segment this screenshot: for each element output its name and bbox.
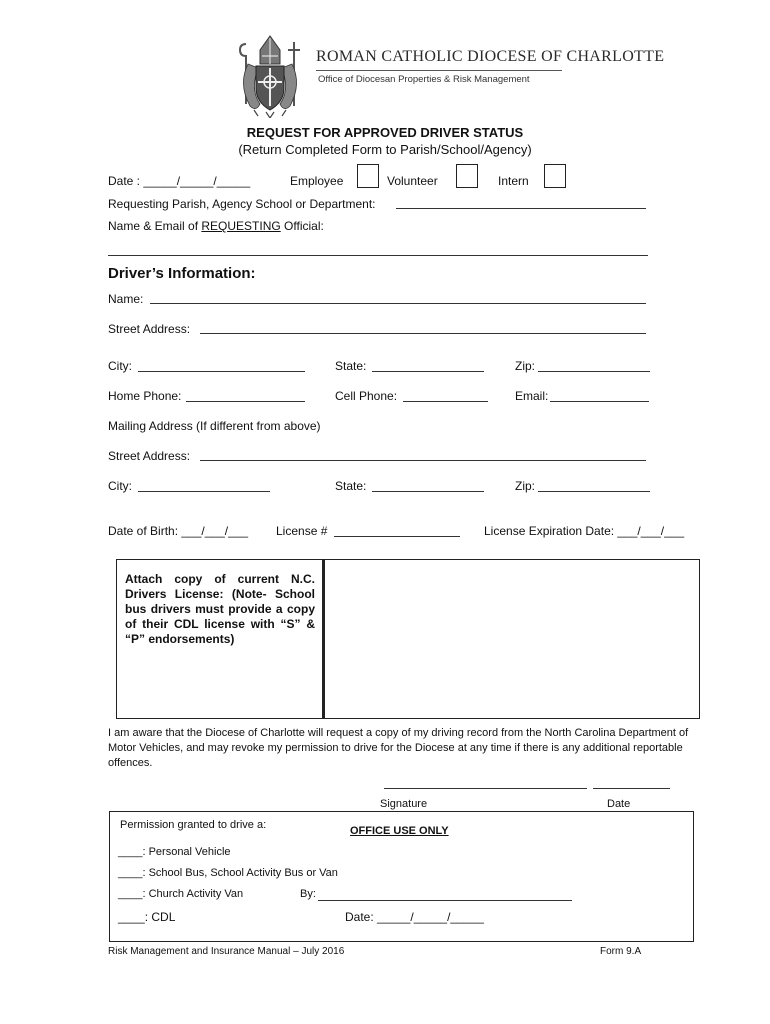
license-attachment-instructions: Attach copy of current N.C. Drivers License: (Note- School bus drivers must provide a copy of their CDL license with “S” & “P” endorsements) (125, 572, 315, 646)
form-subtitle: (Return Completed Form to Parish/School/Agency) (238, 142, 532, 157)
signature-field[interactable] (384, 788, 587, 789)
date-of-birth-field[interactable]: Date of Birth: ___/___/___ (108, 524, 249, 538)
office-name: Office of Diocesan Properties & Risk Management (318, 74, 530, 85)
official-label-emphasis: REQUESTING (201, 219, 281, 233)
signature-label: Signature (380, 798, 428, 810)
requesting-parish-label: Requesting Parish, Agency School or Department: (108, 197, 376, 211)
mailing-zip-label: Zip: (515, 479, 536, 493)
office-use-heading: OFFICE USE ONLY (350, 825, 449, 837)
approved-by-label: By: (300, 888, 316, 900)
permission-granted-label: Permission granted to drive a: (120, 819, 267, 831)
cell-phone-label: Cell Phone: (335, 389, 398, 403)
zip-field[interactable] (538, 371, 650, 372)
organization-name: ROMAN CATHOLIC DIOCESE OF CHARLOTTE (316, 48, 665, 65)
license-attachment-box (116, 559, 700, 719)
mailing-zip-field[interactable] (538, 491, 650, 492)
home-phone-field[interactable] (186, 401, 305, 402)
city-label: City: (108, 359, 132, 373)
mailing-city-field[interactable] (138, 491, 270, 492)
employee-checkbox[interactable] (357, 164, 379, 188)
mailing-address-label: Mailing Address (If different from above) (108, 419, 321, 433)
street-address-field[interactable] (200, 333, 646, 334)
cdl-option[interactable]: ____: CDL (118, 910, 176, 924)
header-rule (316, 70, 562, 71)
drivers-information-heading: Driver’s Information: (108, 265, 256, 282)
employee-label: Employee (290, 174, 344, 188)
intern-checkbox[interactable] (544, 164, 566, 188)
city-field[interactable] (138, 371, 305, 372)
footer-manual-text: Risk Management and Insurance Manual – July 2016 (108, 946, 345, 957)
requesting-parish-field[interactable] (396, 208, 646, 209)
signature-date-label: Date (607, 798, 631, 810)
license-box-divider (322, 560, 325, 718)
license-number-field[interactable] (334, 536, 460, 537)
form-title: REQUEST FOR APPROVED DRIVER STATUS (246, 125, 524, 140)
signature-date-field[interactable] (593, 788, 670, 789)
license-number-label: License # (276, 524, 328, 538)
awareness-statement: I am aware that the Diocese of Charlotte will request a copy of my driving record from the North Carolina Department of Motor Vehicles, and may revoke my permission to drive for the Diocese at any time if there is any additional reportable offences. (108, 727, 689, 769)
email-label: Email: (515, 389, 549, 403)
cell-phone-field[interactable] (403, 401, 488, 402)
state-field[interactable] (372, 371, 484, 372)
intern-label: Intern (498, 174, 529, 188)
volunteer-checkbox[interactable] (456, 164, 478, 188)
office-date-field[interactable]: Date: _____/_____/_____ (345, 910, 484, 924)
personal-vehicle-option[interactable]: ____: Personal Vehicle (118, 846, 231, 858)
mailing-street-field[interactable] (200, 460, 646, 461)
school-bus-option[interactable]: ____: School Bus, School Activity Bus or Van (118, 867, 338, 879)
driver-name-label: Name: (108, 292, 144, 306)
official-label-suffix: Official: (280, 219, 324, 233)
approved-by-field[interactable] (318, 900, 572, 901)
requesting-official-field[interactable] (108, 255, 648, 256)
mailing-city-label: City: (108, 479, 132, 493)
date-field[interactable]: Date : _____/_____/_____ (108, 174, 251, 188)
mailing-state-label: State: (335, 479, 367, 493)
official-label-prefix: Name & Email of (108, 219, 202, 233)
home-phone-label: Home Phone: (108, 389, 182, 403)
license-expiration-field[interactable]: License Expiration Date: ___/___/___ (484, 524, 685, 538)
street-address-label: Street Address: (108, 322, 191, 336)
state-label: State: (335, 359, 367, 373)
requesting-official-label (108, 219, 324, 233)
footer-form-number: Form 9.A (600, 946, 642, 957)
volunteer-label: Volunteer (387, 174, 438, 188)
mailing-state-field[interactable] (372, 491, 484, 492)
driver-name-field[interactable] (150, 303, 646, 304)
zip-label: Zip: (515, 359, 536, 373)
diocese-crest-logo (236, 34, 304, 118)
email-field[interactable] (550, 401, 649, 402)
church-van-option[interactable]: ____: Church Activity Van (118, 888, 244, 900)
mailing-street-label: Street Address: (108, 449, 191, 463)
